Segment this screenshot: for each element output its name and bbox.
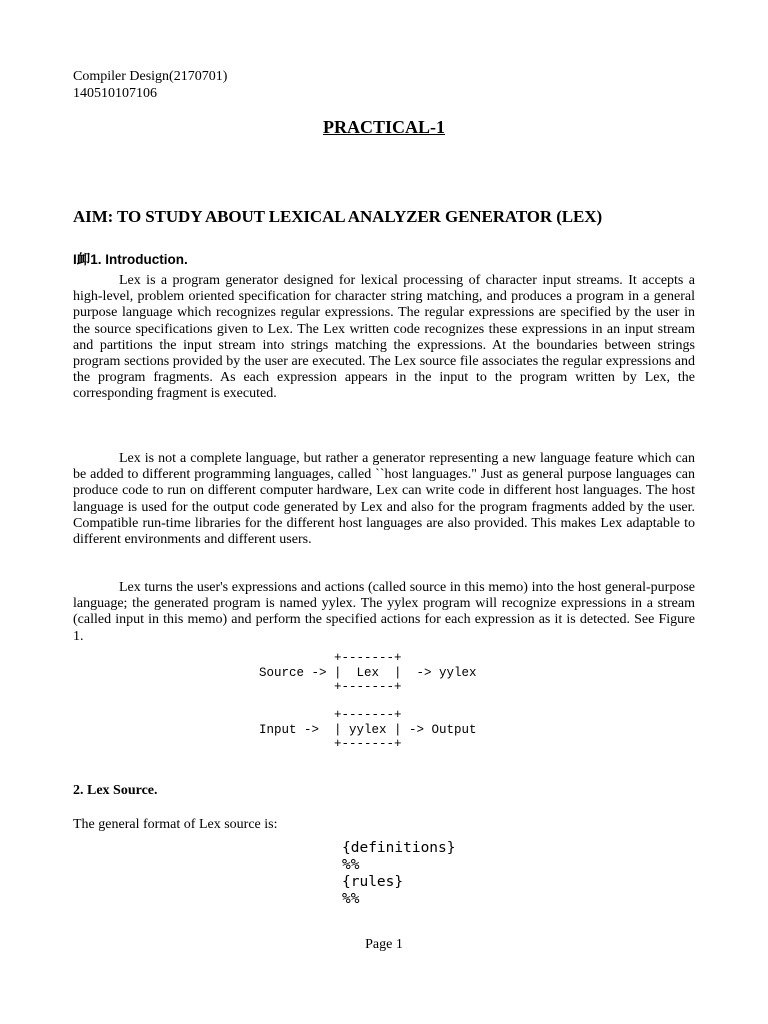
- lex-source-format: {definitions} %% {rules} %%: [342, 840, 456, 907]
- intro-paragraph-1: Lex is a program generator designed for lexical processing of character input streams. It accepts a high-level, problem oriented specification for character string matching, and produces a program in a general purpose language which recognizes regular expressions. The regular expressions are specified by the user in the source specifications given to Lex. The Lex written code recognizes these expressions in an input stream and partitions the input stream into strings matching the expressions. At the boundaries between strings program sections provided by the user are executed. The Lex source file associates the regular expressions and the program fragments. As each expression appears in the input to the program written by Lex, the corresponding fragment is executed.: [73, 273, 695, 402]
- course-header: Compiler Design(2170701): [73, 69, 228, 84]
- enrollment-number: 140510107106: [73, 86, 157, 101]
- intro-paragraph-2: Lex is not a complete language, but rather a generator representing a new language feature which can be added to different programming languages, called ``host languages." Just as general purpose languages can produce code to run on different computer hardware, Lex can write code in different host languages. The host language is used for the output code generated by Lex and also for the program fragments added by the user. Compatible run-time libraries for the different host languages are also provided. This makes Lex adaptable to different environments and different users.: [73, 451, 695, 548]
- page-number: Page 1: [365, 937, 403, 952]
- practical-title: PRACTICAL-1: [322, 117, 445, 137]
- figure-yylex-diagram: +-------+ Input -> | yylex | -> Output +-------+: [259, 708, 477, 751]
- figure-lex-diagram: +-------+ Source -> | Lex | -> yylex +-------+: [259, 651, 477, 694]
- intro-paragraph-3: Lex turns the user's expressions and actions (called source in this memo) into the host general-purpose language; the generated program is named yylex. The yylex program will recognize expressions in a stream (called input in this memo) and perform the specified actions for each expression as it is detected. See Figure 1.: [73, 580, 695, 644]
- lex-source-intro: The general format of Lex source is:: [73, 817, 278, 832]
- aim-heading: AIM: TO STUDY ABOUT LEXICAL ANALYZER GENERATOR (LEX): [73, 207, 603, 226]
- section-introduction-heading: I卹1. Introduction.: [73, 252, 188, 267]
- section-lex-source-heading: 2. Lex Source.: [73, 783, 158, 798]
